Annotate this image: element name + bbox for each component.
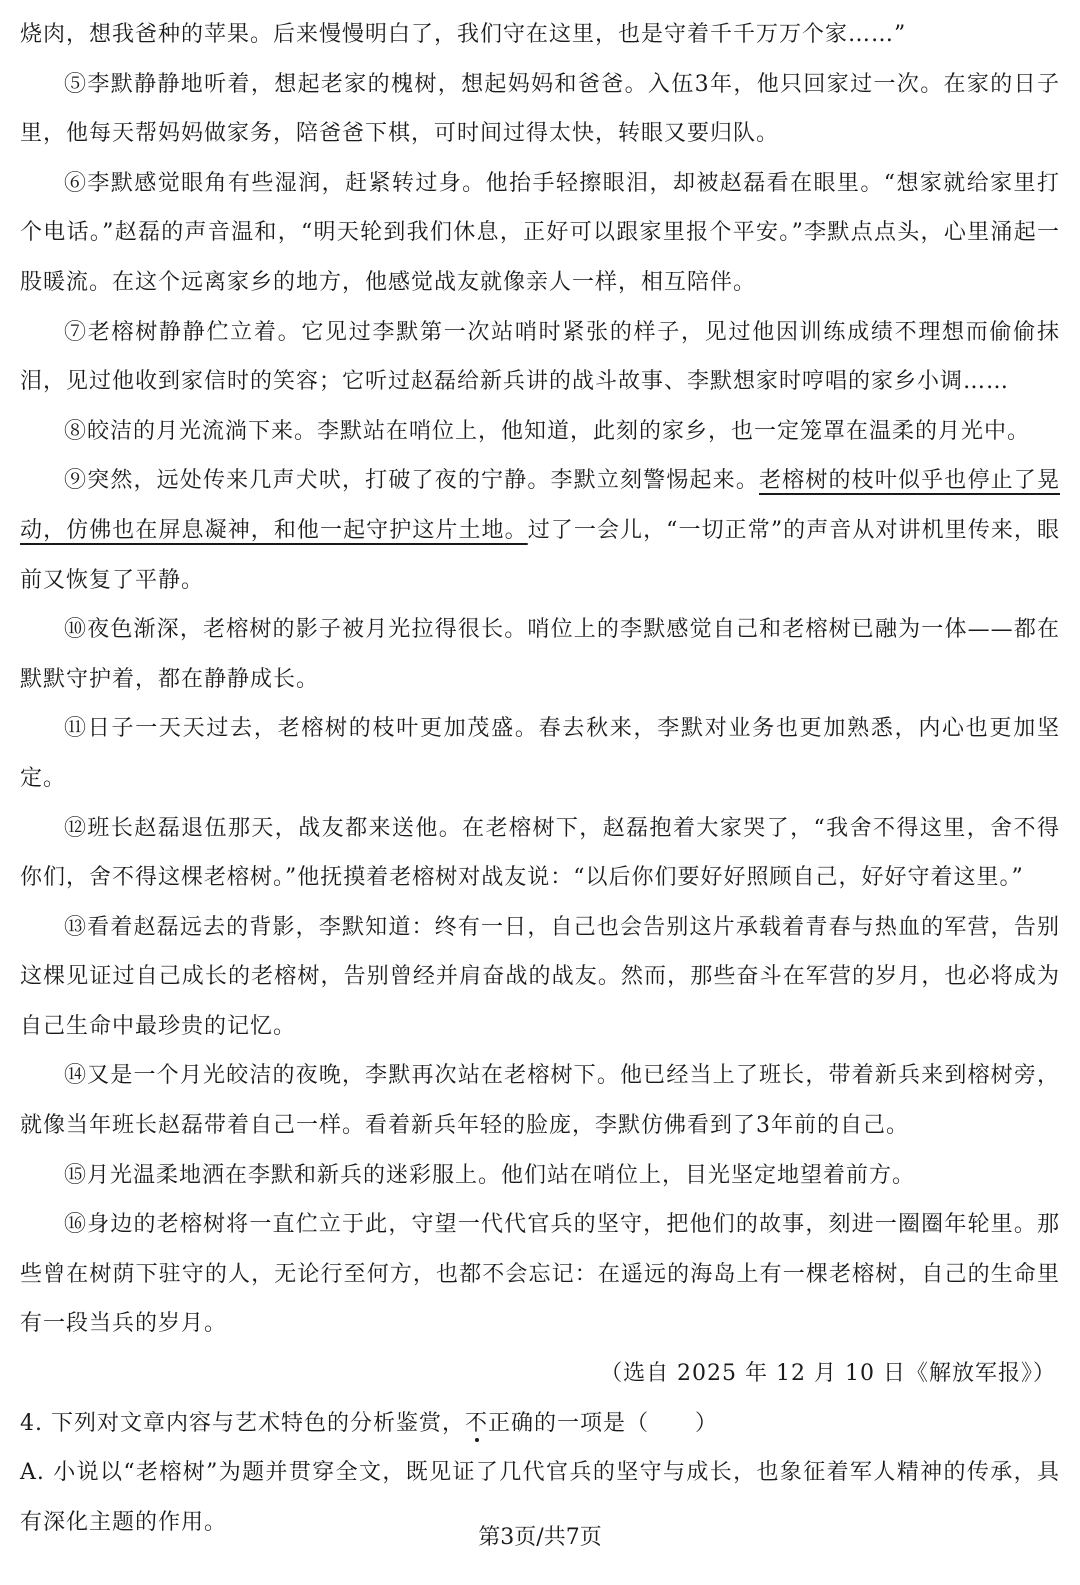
exam-page [20, 10, 1060, 1547]
paragraph-9 [20, 456, 1060, 605]
paragraph-8: ⑧皎洁的月光流淌下来。李默站在哨位上，他知道，此刻的家乡，也一定笼罩在温柔的月光中。 [64, 418, 1031, 444]
emphasis-dot-char: 不 [465, 1410, 489, 1436]
paragraph-7: ⑦老榕树静静伫立着。它见过李默第一次站哨时紧张的样子，见过他因训练成绩不理想而偷偷抹泪，见过他收到家信时的笑容；它听过赵磊给新兵讲的战斗故事、李默想家时哼唱的家乡小调…… [20, 319, 1060, 395]
underlined-sentence: 老榕树的枝叶似乎也停止了晃动，仿佛也在屏息凝神，和他一起守护这片土地。 [20, 468, 1060, 543]
paragraph-6: ⑥李默感觉眼角有些湿润，赶紧转过身。他抬手轻擦眼泪，却被赵磊看在眼里。“想家就给家里打个电话。”赵磊的声音温和，“明天轮到我们休息，正好可以跟家里报个平安。”李默点点头，心里涌起一股暖流。在这个远离家乡的地方，他感觉战友就像亲人一样，相互陪伴。 [20, 170, 1060, 295]
paragraph-continued: 烧肉，想我爸种的苹果。后来慢慢明白了，我们守在这里，也是守着千千万万个家……” [20, 22, 907, 47]
question-stem-text-b: 正确的一项是（ ） [488, 1410, 719, 1436]
question-stem-text-a: 4. 下列对文章内容与艺术特色的分析鉴赏， [20, 1410, 465, 1436]
option-a: A. 小说以“老榕树”为题并贯穿全文，既见证了几代官兵的坚守与成长，也象征着军人精神的传承，具有深化主题的作用。 [20, 1460, 1060, 1535]
page-footer: 第3页/共7页 [478, 1525, 602, 1550]
paragraph-11: ⑪日子一天天过去，老榕树的枝叶更加茂盛。春去秋来，李默对业务也更加熟悉，内心也更加坚定。 [20, 716, 1060, 791]
source-citation: （选自 2025 年 12 月 10 日《解放军报》） [600, 1361, 1056, 1387]
paragraph-9-text-b: 过了一会儿，“一切正常”的声音从对讲机里传来，眼前又恢复了平静。 [20, 517, 1060, 593]
paragraph-9-text-a: ⑨突然，远处传来几声犬吠，打破了夜的宁静。李默立刻警惕起来。 [64, 468, 759, 494]
paragraph-12: ⑫班长赵磊退伍那天，战友都来送他。在老榕树下，赵磊抱着大家哭了，“我舍不得这里，舍不得你们，舍不得这棵老榕树。”他抚摸着老榕树对战友说：“以后你们要好好照顾自己，好好守着这里。” [20, 815, 1060, 891]
paragraph-15: ⑮月光温柔地洒在李默和新兵的迷彩服上。他们站在哨位上，目光坚定地望着前方。 [64, 1162, 916, 1188]
paragraph-14: ⑭又是一个月光皎洁的夜晚，李默再次站在老榕树下。他已经当上了班长，带着新兵来到榕树旁，就像当年班长赵磊带着自己一样。看着新兵年轻的脸庞，李默仿佛看到了3年前的自己。 [20, 1063, 1060, 1139]
paragraph-5: ⑤李默静静地听着，想起老家的槐树，想起妈妈和爸爸。入伍3年，他只回家过一次。在家的日子里，他每天帮妈妈做家务，陪爸爸下棋，可时间过得太快，转眼又要归队。 [20, 71, 1060, 147]
paragraph-16: ⑯身边的老榕树将一直伫立于此，守望一代代官兵的坚守，把他们的故事，刻进一圈圈年轮里。那些曾在树荫下驻守的人，无论行至何方，也都不会忘记：在遥远的海岛上有一棵老榕树，自己的生命里有一段当兵的岁月。 [20, 1212, 1060, 1337]
paragraph-10: ⑩夜色渐深，老榕树的影子被月光拉得很长。哨位上的李默感觉自己和老榕树已融为一体——都在默默守护着，都在静静成长。 [20, 617, 1060, 692]
question-4-stem [20, 1399, 1060, 1449]
paragraph-13: ⑬看着赵磊远去的背影，李默知道：终有一日，自己也会告别这片承载着青春与热血的军营，告别这棵见证过自己成长的老榕树，告别曾经并肩奋战的战友。然而，那些奋斗在军营的岁月，也必将成为自己生命中最珍贵的记忆。 [20, 914, 1060, 1039]
